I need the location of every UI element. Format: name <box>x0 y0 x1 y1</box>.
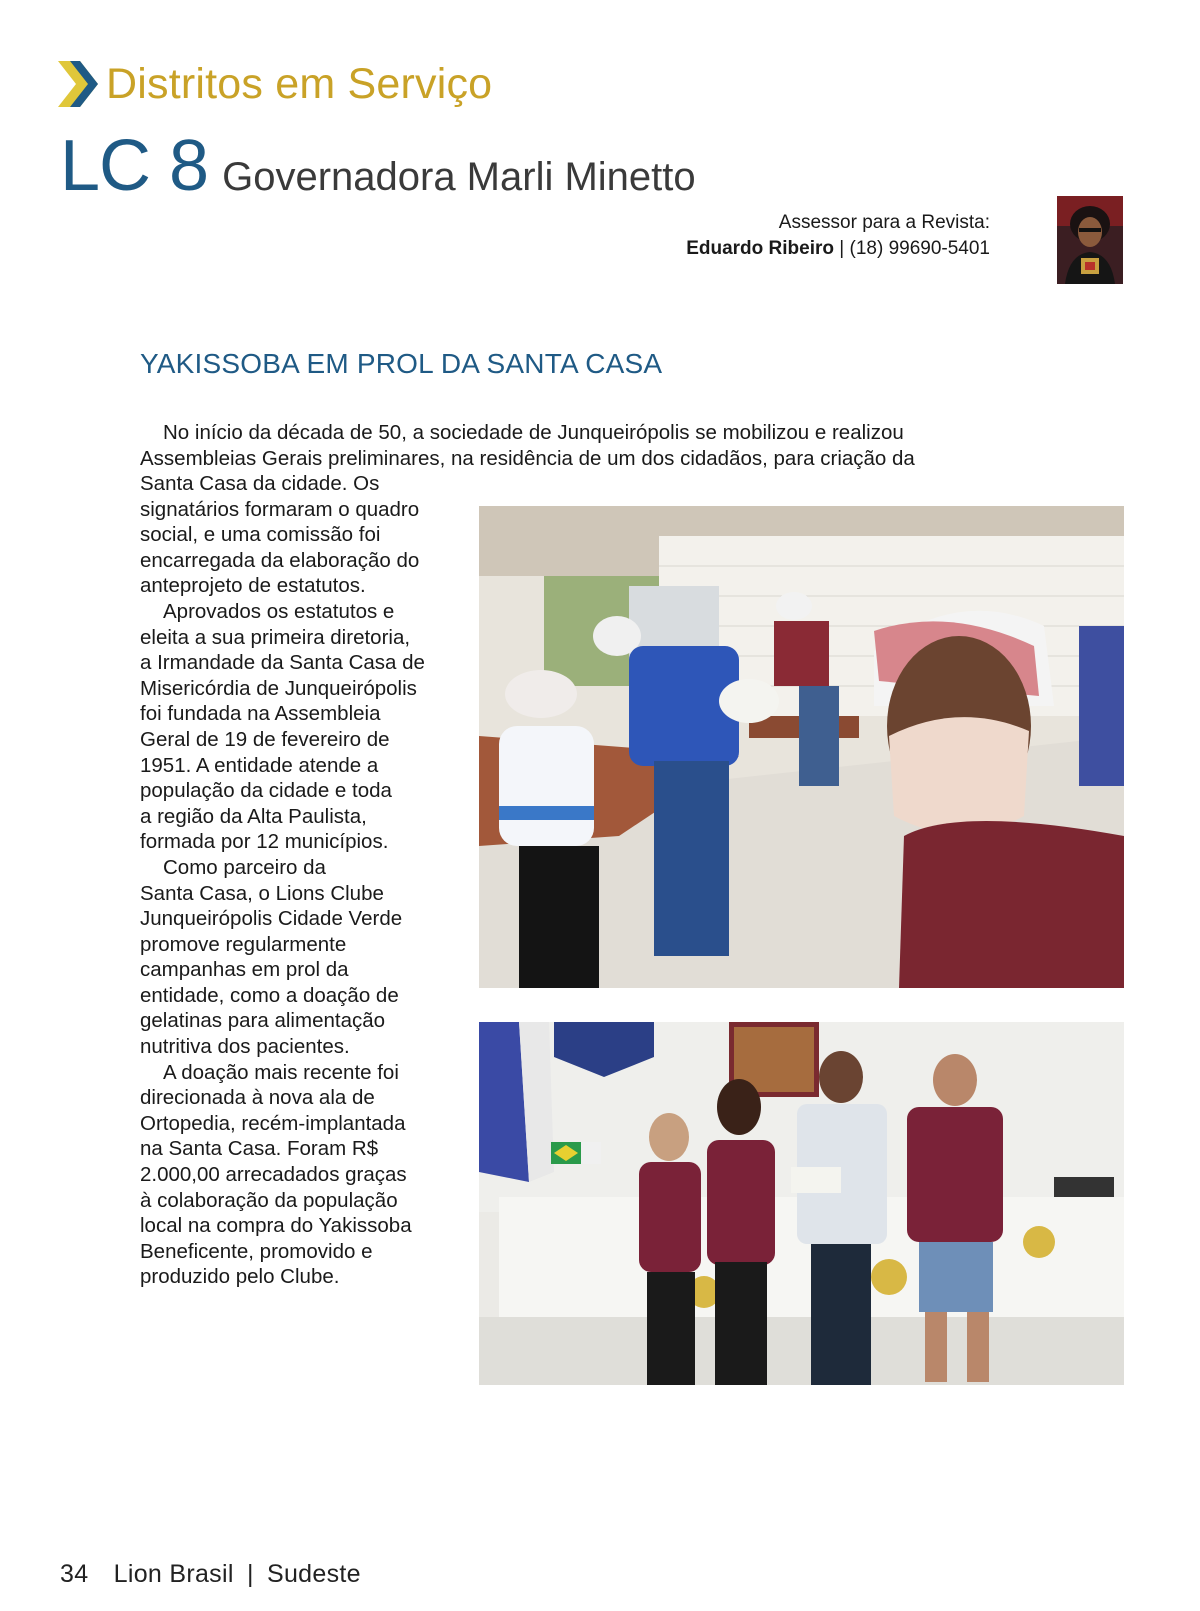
column-line: social, e uma comissão foi <box>140 523 381 547</box>
region-name: Sudeste <box>267 1560 361 1588</box>
column-line: 1951. A entidade atende a <box>140 753 379 777</box>
column-line: promove regularmente <box>140 932 347 956</box>
column-line: entidade, como a doação de <box>140 983 399 1007</box>
assessor-info <box>686 210 990 262</box>
assessor-name: Eduardo Ribeiro <box>686 238 834 259</box>
district-heading <box>60 126 696 206</box>
separator: | <box>246 1560 254 1588</box>
column-line: foi fundada na Assembleia <box>140 702 381 726</box>
assessor-label: Assessor para a Revista: <box>778 212 990 233</box>
column-line: anteprojeto de estatutos. <box>140 574 366 598</box>
column-line: encarregada da elaboração do <box>140 548 420 572</box>
kitchen-volunteers-photo <box>479 506 1124 988</box>
column-line: A doação mais recente foi <box>163 1060 399 1084</box>
column-line: local na compra do Yakissoba <box>140 1214 412 1238</box>
column-line: na Santa Casa. Foram R$ <box>140 1137 379 1161</box>
column-line: a região da Alta Paulista, <box>140 804 367 828</box>
column-line: formada por 12 municípios. <box>140 830 389 854</box>
article-intro <box>140 420 1020 471</box>
section-header <box>58 58 492 110</box>
publication-name: Lion Brasil <box>113 1560 234 1588</box>
separator: | <box>839 238 850 259</box>
column-line: Santa Casa da cidade. Os <box>140 472 380 495</box>
column-line: a Irmandade da Santa Casa de <box>140 651 425 675</box>
page-number: 34 <box>60 1560 89 1588</box>
column-line: Como parceiro da <box>163 855 326 879</box>
column-line: signatários formaram o quadro <box>140 497 420 521</box>
column-line: população da cidade e toda <box>140 779 392 803</box>
assessor-phone: (18) 99690-5401 <box>849 238 990 259</box>
column-line: produzido pelo Clube. <box>140 1265 340 1289</box>
intro-line: No início da década de 50, a sociedade de Junqueirópolis se mobilizou e realizou <box>163 421 904 444</box>
article-column <box>140 471 460 1290</box>
chevron-right-icon <box>58 61 98 107</box>
column-line: Misericórdia de Junqueirópolis <box>140 676 417 700</box>
column-line: Junqueirópolis Cidade Verde <box>140 907 403 931</box>
column-line: Santa Casa, o Lions Clube <box>140 881 384 905</box>
column-line: campanhas em prol da <box>140 958 349 982</box>
column-line: gelatinas para alimentação <box>140 1009 386 1033</box>
governor-name: Governadora Marli Minetto <box>222 155 696 199</box>
district-code: LC 8 <box>60 126 209 206</box>
section-title: Distritos em Serviço <box>106 59 493 108</box>
column-line: direcionada à nova ala de <box>140 1086 375 1110</box>
article-title: YAKISSOBA EM PROL DA SANTA CASA <box>140 348 663 379</box>
page-footer <box>60 1560 361 1589</box>
assessor-avatar <box>1057 196 1123 284</box>
column-line: Aprovados os estatutos e <box>163 599 395 623</box>
column-line: à colaboração da população <box>140 1188 398 1212</box>
donation-ceremony-photo <box>479 1022 1124 1385</box>
column-line: 2.000,00 arrecadados graças <box>140 1163 407 1187</box>
column-line: nutritiva dos pacientes. <box>140 1035 350 1059</box>
column-line: Geral de 19 de fevereiro de <box>140 727 390 751</box>
intro-line: Assembleias Gerais preliminares, na residência de um dos cidadãos, para criação da <box>140 446 915 470</box>
column-line: Beneficente, promovido e <box>140 1239 373 1263</box>
column-line: eleita a sua primeira diretoria, <box>140 625 411 649</box>
column-line: Ortopedia, recém-implantada <box>140 1111 406 1135</box>
